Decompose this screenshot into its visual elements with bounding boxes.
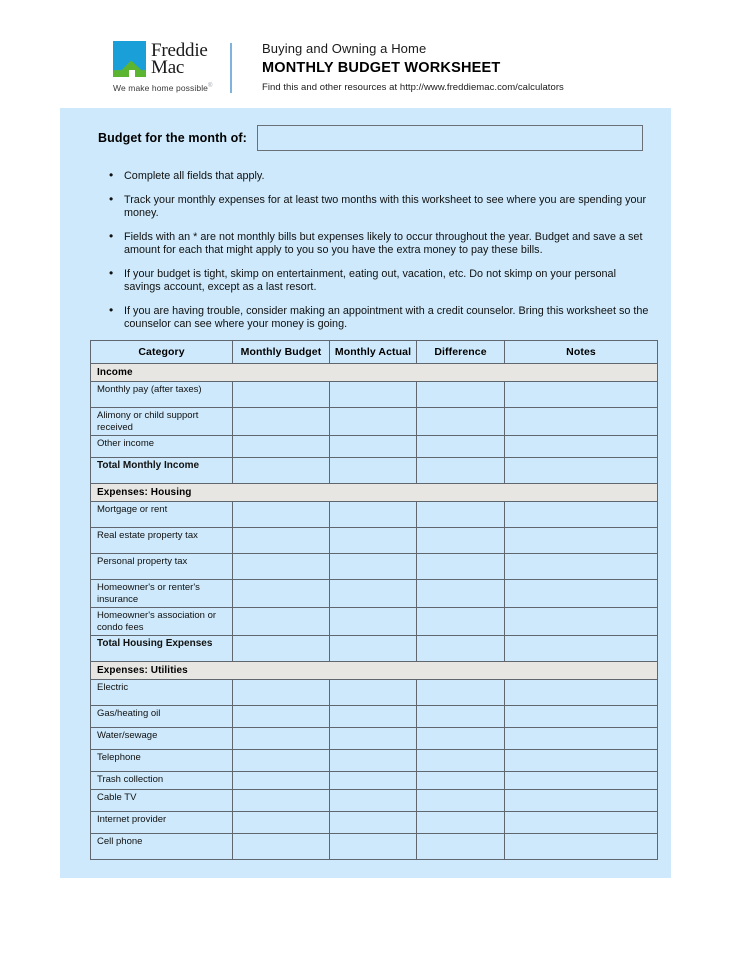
cell-notes[interactable] bbox=[505, 528, 658, 554]
cell-monthly-budget[interactable] bbox=[233, 458, 330, 484]
column-header: Category bbox=[91, 341, 233, 364]
cell-difference[interactable] bbox=[417, 636, 505, 662]
section-header-row bbox=[91, 364, 658, 382]
table-row bbox=[91, 458, 658, 484]
cell-notes[interactable] bbox=[505, 812, 658, 834]
column-header: Monthly Actual bbox=[330, 341, 417, 364]
cell-notes[interactable] bbox=[505, 834, 658, 860]
section-title: Expenses: Utilities bbox=[91, 662, 658, 680]
cell-notes[interactable] bbox=[505, 706, 658, 728]
cell-monthly-actual[interactable] bbox=[330, 554, 417, 580]
row-category-label: Electric bbox=[91, 680, 233, 706]
cell-monthly-budget[interactable] bbox=[233, 834, 330, 860]
row-category-label: Personal property tax bbox=[91, 554, 233, 580]
table-row bbox=[91, 706, 658, 728]
cell-monthly-budget[interactable] bbox=[233, 408, 330, 436]
cell-monthly-actual[interactable] bbox=[330, 680, 417, 706]
header-vertical-divider bbox=[230, 43, 232, 93]
cell-monthly-budget[interactable] bbox=[233, 706, 330, 728]
table-row bbox=[91, 772, 658, 790]
cell-monthly-budget[interactable] bbox=[233, 528, 330, 554]
page-title: MONTHLY BUDGET WORKSHEET bbox=[262, 60, 501, 76]
cell-monthly-actual[interactable] bbox=[330, 728, 417, 750]
table-row bbox=[91, 382, 658, 408]
cell-difference[interactable] bbox=[417, 680, 505, 706]
cell-monthly-budget[interactable] bbox=[233, 382, 330, 408]
cell-monthly-actual[interactable] bbox=[330, 408, 417, 436]
row-category-label: Trash collection bbox=[91, 772, 233, 790]
cell-notes[interactable] bbox=[505, 680, 658, 706]
cell-notes[interactable] bbox=[505, 772, 658, 790]
instruction-item: • Complete all fields that apply. bbox=[106, 170, 651, 184]
cell-monthly-budget[interactable] bbox=[233, 680, 330, 706]
cell-difference[interactable] bbox=[417, 436, 505, 458]
table-row bbox=[91, 528, 658, 554]
section-title: Expenses: Housing bbox=[91, 484, 658, 502]
logo-wordmark bbox=[151, 41, 208, 76]
table-row bbox=[91, 636, 658, 662]
cell-notes[interactable] bbox=[505, 728, 658, 750]
cell-monthly-budget[interactable] bbox=[233, 790, 330, 812]
cell-monthly-budget[interactable] bbox=[233, 608, 330, 636]
section-header-row bbox=[91, 484, 658, 502]
cell-difference[interactable] bbox=[417, 790, 505, 812]
cell-difference[interactable] bbox=[417, 502, 505, 528]
row-category-label: Telephone bbox=[91, 750, 233, 772]
cell-notes[interactable] bbox=[505, 554, 658, 580]
cell-notes[interactable] bbox=[505, 458, 658, 484]
cell-difference[interactable] bbox=[417, 528, 505, 554]
cell-monthly-actual[interactable] bbox=[330, 580, 417, 608]
budget-table-head bbox=[91, 341, 658, 364]
logo-tagline-text: We make home possible bbox=[113, 83, 209, 93]
logo-tagline bbox=[113, 83, 225, 93]
column-header: Monthly Budget bbox=[233, 341, 330, 364]
cell-monthly-budget[interactable] bbox=[233, 580, 330, 608]
budget-month-input[interactable] bbox=[257, 125, 643, 151]
house-logo-icon bbox=[113, 41, 146, 77]
table-row bbox=[91, 680, 658, 706]
cell-monthly-budget[interactable] bbox=[233, 750, 330, 772]
table-row bbox=[91, 502, 658, 528]
row-category-label: Homeowner's or renter's insurance bbox=[91, 580, 233, 608]
cell-notes[interactable] bbox=[505, 608, 658, 636]
table-row bbox=[91, 408, 658, 436]
worksheet-panel bbox=[60, 108, 671, 878]
cell-monthly-budget[interactable] bbox=[233, 812, 330, 834]
column-header: Notes bbox=[505, 341, 658, 364]
cell-difference[interactable] bbox=[417, 458, 505, 484]
budget-table bbox=[90, 340, 658, 860]
cell-monthly-budget[interactable] bbox=[233, 772, 330, 790]
table-row bbox=[91, 812, 658, 834]
row-category-label: Homeowner's association or condo fees bbox=[91, 608, 233, 636]
table-row bbox=[91, 728, 658, 750]
cell-notes[interactable] bbox=[505, 580, 658, 608]
table-row bbox=[91, 580, 658, 608]
cell-monthly-actual[interactable] bbox=[330, 528, 417, 554]
cell-notes[interactable] bbox=[505, 382, 658, 408]
section-header-row bbox=[91, 662, 658, 680]
cell-monthly-budget[interactable] bbox=[233, 436, 330, 458]
cell-monthly-budget[interactable] bbox=[233, 636, 330, 662]
page-header bbox=[0, 0, 750, 108]
row-total-label: Total Monthly Income bbox=[91, 458, 233, 484]
table-row bbox=[91, 608, 658, 636]
cell-difference[interactable] bbox=[417, 750, 505, 772]
table-row bbox=[91, 834, 658, 860]
cell-notes[interactable] bbox=[505, 636, 658, 662]
column-header: Difference bbox=[417, 341, 505, 364]
registered-mark-icon: ® bbox=[208, 83, 213, 90]
row-category-label: Other income bbox=[91, 436, 233, 458]
cell-difference[interactable] bbox=[417, 580, 505, 608]
cell-notes[interactable] bbox=[505, 502, 658, 528]
cell-monthly-actual[interactable] bbox=[330, 382, 417, 408]
section-title: Income bbox=[91, 364, 658, 382]
cell-monthly-budget[interactable] bbox=[233, 554, 330, 580]
cell-difference[interactable] bbox=[417, 408, 505, 436]
title-eyebrow: Buying and Owning a Home bbox=[262, 41, 427, 56]
cell-monthly-actual[interactable] bbox=[330, 458, 417, 484]
cell-difference[interactable] bbox=[417, 812, 505, 834]
cell-notes[interactable] bbox=[505, 790, 658, 812]
cell-monthly-actual[interactable] bbox=[330, 750, 417, 772]
cell-monthly-actual[interactable] bbox=[330, 790, 417, 812]
table-row bbox=[91, 436, 658, 458]
table-row bbox=[91, 790, 658, 812]
cell-difference[interactable] bbox=[417, 834, 505, 860]
cell-notes[interactable] bbox=[505, 408, 658, 436]
table-row bbox=[91, 554, 658, 580]
row-category-label: Internet provider bbox=[91, 812, 233, 834]
row-total-label: Total Housing Expenses bbox=[91, 636, 233, 662]
cell-monthly-actual[interactable] bbox=[330, 706, 417, 728]
row-category-label: Alimony or child support received bbox=[91, 408, 233, 436]
cell-monthly-actual[interactable] bbox=[330, 812, 417, 834]
row-category-label: Cell phone bbox=[91, 834, 233, 860]
budget-table-body bbox=[91, 364, 658, 860]
budget-table-container bbox=[90, 340, 657, 860]
row-category-label: Cable TV bbox=[91, 790, 233, 812]
row-category-label: Water/sewage bbox=[91, 728, 233, 750]
cell-difference[interactable] bbox=[417, 554, 505, 580]
row-category-label: Monthly pay (after taxes) bbox=[91, 382, 233, 408]
resource-url-line: Find this and other resources at http://www.freddiemac.com/calculators bbox=[262, 82, 564, 93]
cell-difference[interactable] bbox=[417, 772, 505, 790]
instruction-item: • Track your monthly expenses for at least two months with this worksheet to see where you are spending your money. bbox=[106, 194, 651, 221]
cell-monthly-budget[interactable] bbox=[233, 728, 330, 750]
budget-month-label: Budget for the month of: bbox=[98, 131, 247, 145]
cell-monthly-actual[interactable] bbox=[330, 436, 417, 458]
cell-monthly-actual[interactable] bbox=[330, 608, 417, 636]
cell-notes[interactable] bbox=[505, 436, 658, 458]
table-header-row bbox=[91, 341, 658, 364]
cell-difference[interactable] bbox=[417, 706, 505, 728]
cell-monthly-budget[interactable] bbox=[233, 502, 330, 528]
cell-difference[interactable] bbox=[417, 608, 505, 636]
cell-difference[interactable] bbox=[417, 382, 505, 408]
table-row bbox=[91, 750, 658, 772]
budget-month-row bbox=[98, 125, 643, 151]
instruction-item: • Fields with an * are not monthly bills but expenses likely to occur throughout the year. Budget and save a set amount for each that might apply to you so you have the extra money to pay these bills. bbox=[106, 231, 651, 258]
row-category-label: Real estate property tax bbox=[91, 528, 233, 554]
house-door-shape bbox=[129, 70, 135, 77]
instruction-item: • If your budget is tight, skimp on entertainment, eating out, vacation, etc. Do not skimp on your personal savings account, except as a last resort. bbox=[106, 268, 651, 295]
freddie-mac-logo bbox=[113, 41, 225, 93]
cell-monthly-actual[interactable] bbox=[330, 772, 417, 790]
header-titles bbox=[262, 41, 662, 94]
cell-monthly-actual[interactable] bbox=[330, 834, 417, 860]
cell-monthly-actual[interactable] bbox=[330, 636, 417, 662]
instructions-list bbox=[106, 170, 651, 342]
logo-wordmark-line2: Mac bbox=[151, 57, 185, 78]
row-category-label: Mortgage or rent bbox=[91, 502, 233, 528]
row-category-label: Gas/heating oil bbox=[91, 706, 233, 728]
cell-notes[interactable] bbox=[505, 750, 658, 772]
instruction-item: • If you are having trouble, consider making an appointment with a credit counselor. Bring this worksheet so the counselor can see where your money is going. bbox=[106, 305, 651, 332]
cell-monthly-actual[interactable] bbox=[330, 502, 417, 528]
logo-wordmark-line1: Freddie bbox=[151, 40, 208, 61]
cell-difference[interactable] bbox=[417, 728, 505, 750]
